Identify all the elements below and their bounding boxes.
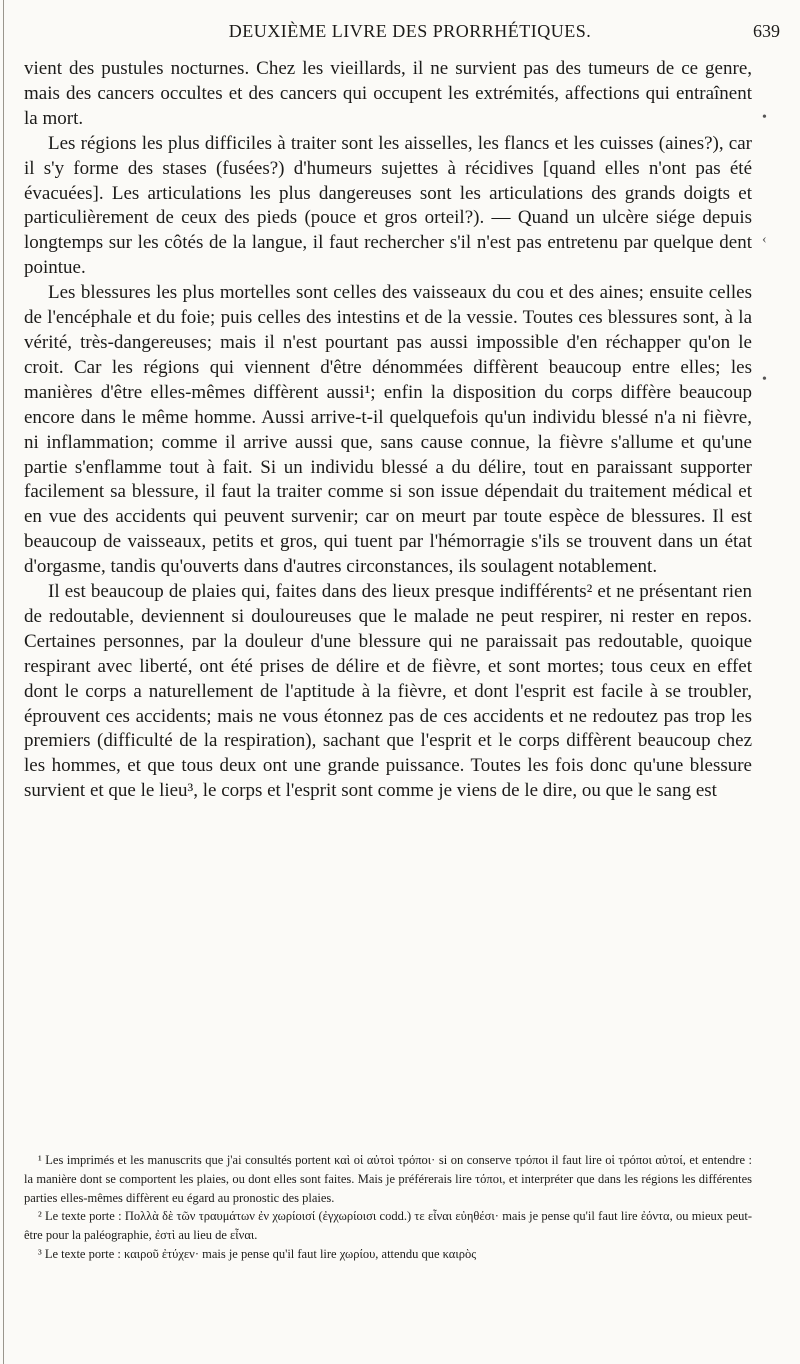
page-header (40, 21, 780, 51)
page-number: 639 (753, 21, 780, 41)
margin-mark: ‹ (762, 232, 767, 247)
paragraph: Il est beaucoup de plaies qui, faites dans des lieux presque indifférents² et ne présentant rien de redoutable, deviennent si douloureuses que le malade ne peut respirer, ni rester en repos. Certaines personnes, par la douleur d'une blessure qui ne paraissait pas redoutable, quoique respirant avec liberté, ont été prises de délire et de fièvre, et sont mortes; tous ceux en effet dont le corps a naturellement de l'aptitude à la fièvre, et dont l'esprit est facile à se troubler, éprouvent ces accidents; mais ne vous étonnez pas de ces accidents et ne redoutez pas trop les premiers (difficulté de la respiration), sachant que l'esprit et le corps diffèrent beaucoup chez les hommes, et que tous deux ont une grande puissance. Toutes les fois donc qu'une blessure survient et que le lieu³, le corps et l'esprit sont comme je viens de le dire, ou que le sang est (24, 581, 752, 802)
main-text (24, 57, 752, 804)
paragraph: Les blessures les plus mortelles sont celles des vaisseaux du cou et des aines; ensuite celles de l'encéphale et du foie; puis celles des intestins et de la vessie. Toutes ces blessures sont, à la vérité, très-dangereuses; mais il n'est pourtant pas aussi impossible d'en réchapper qu'on le croit. Car les régions qui viennent d'être dénommées diffèrent beaucoup entre elles; les manières d'être elles-mêmes diffèrent aussi¹; enfin la disposition du corps diffère beaucoup encore dans le même homme. Aussi arrive-t-il quelquefois qu'un individu blessé n'a ni fièvre, ni inflammation; comme il arrive aussi que, sans cause connue, la fièvre s'allume et qu'une partie s'enflamme tout à fait. Si un individu blessé a du délire, tout en paraissant supporter facilement sa blessure, il faut la traiter comme si son issue dépendait du traitement médical et en vue des accidents qui peuvent survenir; car on meurt par toute espèce de blessures. Il est beaucoup de vaisseaux, petits et gros, qui tuent par l'hémorragie s'ils se trouvent dans un état d'orgasme, tandis qu'ouverts dans d'autres circonstances, ils soulagent notablement. (24, 282, 752, 578)
footnote: ³ Le texte porte : καιροῦ ἐτύχεν· mais je pense qu'il faut lire χωρίου, attendu que καιρὸς (38, 1246, 477, 1261)
paragraph: Les régions les plus difficiles à traiter sont les aisselles, les flancs et les cuisses (aines?), car il s'y forme des stases (fusées?) d'humeurs sujettes à récidives [quand elles n'ont pas été évacuées]. Les articulations les plus dangereuses sont les articulations des grands doigts et particulièrement de ceux des pieds (pouce et gros orteil?). — Quand un ulcère siége depuis longtemps sur les côtés de la langue, il faut rechercher s'il n'est pas entretenu par quelque dent pointue. (24, 132, 752, 279)
footnotes (24, 1151, 752, 1264)
margin-mark: • (762, 372, 767, 387)
footnote: ² Le texte porte : Πολλὰ δὲ τῶν τραυμάτων ἐν χωρίοισί (ἐγχωρίοισι codd.) τε εἶναι εὐηθέσι· mais je pense qu'il faut lire ἐόντα, ou mieux peut-être pour la paléographie, ἐστὶ au lieu de εἶναι. (24, 1209, 752, 1243)
page-edge-rule (3, 0, 4, 1364)
paragraph: vient des pustules nocturnes. Chez les vieillards, il ne survient pas des tumeurs de ce genre, mais des cancers occultes et des cancers qui occupent les extrémités, affections qui entraînent la mort. (24, 58, 752, 129)
margin-mark: • (762, 110, 767, 125)
running-title: DEUXIÈME LIVRE DES PRORRHÉTIQUES. (228, 21, 592, 41)
footnote: ¹ Les imprimés et les manuscrits que j'ai consultés portent καὶ οἱ αὐτοὶ τρόποι· si on conserve τρόποι il faut lire οἱ τρόποι αὐτοί, et entendre : la manière dont se comportent les plaies, ou dont elles sont faites. Mais je préférerais lire τόποι, et interpréter que dans les régions les différentes parties elles-mêmes diffèrent eu égard au pronostic des plaies. (24, 1153, 752, 1205)
